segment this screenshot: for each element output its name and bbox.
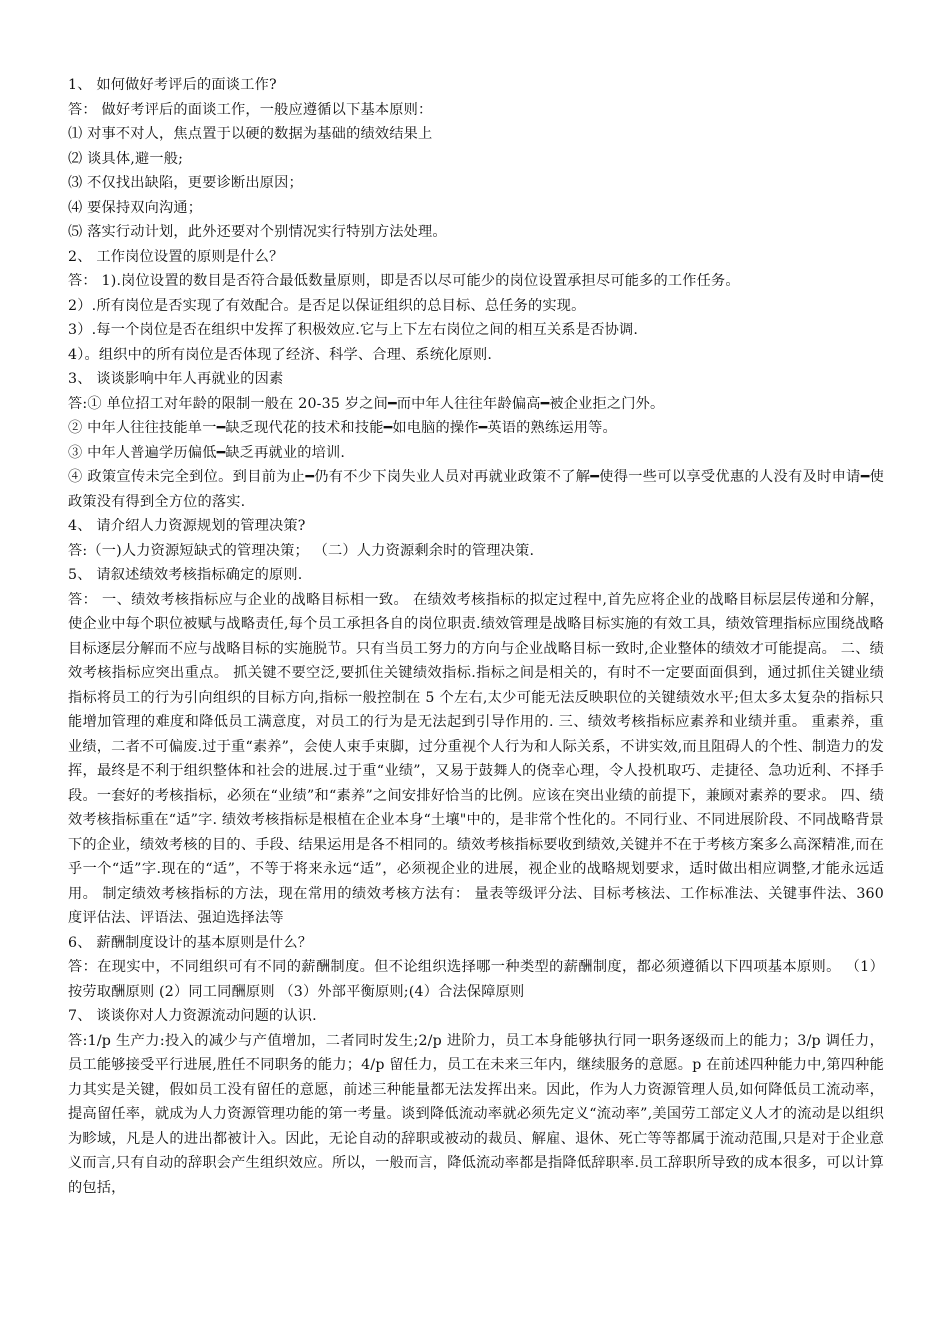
q1-point-5: ⑸ 落实行动计划，此外还要对个别情况实行特别方法处理。 <box>68 224 447 240</box>
q2-answer-3: 3）.每一个岗位是否在组织中发挥了积极效应.它与上下左右岗位之间的相互关系是否协调. <box>68 322 639 338</box>
q2-heading: 2、 工作岗位设置的原则是什么？ <box>68 248 284 265</box>
q3-answer-4: ④ 政策宣传未完全到位。到目前为止━仍有不少下岗失业人员对再就业政策不了解━使得一些可以享受优惠的人没有及时申请━使政策没有得到全方位的落实. <box>68 469 884 510</box>
q6-heading: 6、 薪酬制度设计的基本原则是什么？ <box>68 934 313 951</box>
q4-heading: 4、 请介绍人力资源规划的管理决策? <box>68 518 306 534</box>
q2-answer-1: 答： 1).岗位设置的数目是否符合最低数量原则，即是否以尽可能少的岗位设置承担尽可能多的工作任务。 <box>68 273 740 289</box>
q6-answer: 答：在现实中，不同组织可有不同的薪酬制度。但不论组织选择哪一种类型的薪酬制度，都必须遵循以下四项基本原则。 （1）按劳取酬原则 (2）同工同酬原则 （3）外部平衡原则;(4）合法保障原则 <box>68 959 884 1000</box>
q1-answer-intro: 答： 做好考评后的面谈工作，一般应遵循以下基本原则： <box>68 101 433 118</box>
q3-answer-1: 答:① 单位招工对年龄的限制一般在 20-35 岁之间━而中年人往往年龄偏高━被企业拒之门外。 <box>68 395 665 412</box>
q7-heading: 7、 谈谈你对人力资源流动问题的认识. <box>68 1008 317 1024</box>
q3-heading: 3、 谈谈影响中年人再就业的因素 <box>68 371 284 387</box>
q3-answer-3: ③ 中年人普遍学历偏低━缺乏再就业的培训. <box>68 444 346 461</box>
q2-answer-4: 4）。组织中的所有岗位是否体现了经济、科学、合理、系统化原则. <box>68 346 493 363</box>
q1-point-4: ⑷ 要保持双向沟通； <box>68 199 203 216</box>
document-page <box>68 73 884 1200</box>
q3-answer-2: ② 中年人往往技能单一━缺乏现代花的技术和技能━如电脑的操作━英语的熟练运用等。 <box>68 420 617 436</box>
q5-heading: 5、 请叙述绩效考核指标确定的原则. <box>68 567 303 583</box>
q2-answer-2: 2）.所有岗位是否实现了有效配合。是否足以保证组织的总目标、总任务的实现。 <box>68 297 586 314</box>
q7-answer: 答:1/p 生产力:投入的减少与产值增加，二者同时发生;2/p 进阶力，员工本身能够执行同一职务逐级而上的能力；3/p 调任力，员工能够接受平行进展,胜任不同职务的能力；4/p 留任力，员工在未来三年内，继续服务的意愿。p 在前述四种能力中,第四种能力其实是关键，假如员工没有留任的意愿，前述三种能量都无法发挥出来。因此，作为人力资源管理人员,如何降低员工流动率，提高留任率，就成为人力资源管理功能的第一考量。谈到降低流动率就必须先定义“流动率”,美国劳工部定义人才的流动是以组织为畛域，凡是人的进出都被计入。因此，无论自动的辞职或被动的裁员、解雇、退休、死亡等等都属于流动范围,只是对于企业意义而言,只有自动的辞职会产生组织效应。所以，一般而言，降低流动率都是指降低辞职率.员工辞职所导致的成本很多，可以计算的包括， <box>68 1032 884 1196</box>
q1-point-3: ⑶ 不仅找出缺陷，更要诊断出原因； <box>68 175 303 191</box>
q5-answer: 答： 一、绩效考核指标应与企业的战略目标相一致。 在绩效考核指标的拟定过程中,首先应将企业的战略目标层层传递和分解，使企业中每个职位被赋与战略责任,每个员工承担各自的岗位职责.绩效管理是战略目标实施的有效工具，绩效管理指标应围绕战略目标逐层分解而不应与战略目标的实施脱节。只有当员工努力的方向与企业战略目标一致时,企业整体的绩效才可能提高。 二、绩效考核指标应突出重点。 抓关键不要空泛,要抓住关键绩效指标.指标之间是相关的，有时不一定要面面俱到，通过抓住关键业绩指标将员工的行为引向组织的目标方向,指标一般控制在 5 个左右,太少可能无法反映职位的关键绩效水平;但太多太复杂的指标只能增加管理的难度和降低员工满意度，对员工的行为是无法起到引导作用的. 三、绩效考核指标应素养和业绩并重。 重素养，重业绩，二者不可偏废.过于重“素养”，会使人束手束脚，过分重视个人行为和人际关系，不讲实效,而且阻碍人的个性、制造力的发挥，最终是不利于组织整体和社会的进展.过于重“业绩”，又易于鼓舞人的侥幸心理，令人投机取巧、走捷径、急功近利、不择手段。一套好的考核指标，必须在“业绩”和“素养”之间安排好恰当的比例。应该在突出业绩的前提下，兼顾对素养的要求。 四、绩效考核指标重在“适”字. 绩效考核指标是根植在企业本身“土壤"中的，是非常个性化的。不同行业、不同进展阶段、不同战略背景下的企业，绩效考核的目的、手段、结果运用是各不相同的。绩效考核指标要收到绩效,关键并不在于考核方案多么高深精准,而在乎一个“适”字.现在的“适”，不等于将来永远“适”，必须视企业的进展，视企业的战略规划要求，适时做出相应调整,才能永远适用。 制定绩效考核指标的方法，现在常用的绩效考核方法有： 量表等级评分法、目标考核法、工作标准法、关键事件法、360 度评估法、评语法、强迫选择法等 <box>68 591 884 926</box>
q1-point-1: ⑴ 对事不对人，焦点置于以硬的数据为基础的绩效结果上 <box>68 126 433 142</box>
q4-answer: 答:（一)人力资源短缺式的管理决策； （二）人力资源剩余时的管理决策. <box>68 542 535 559</box>
q1-point-2: ⑵ 谈具体,避一般; <box>68 150 184 167</box>
q1-heading: 1、 如何做好考评后的面谈工作? <box>68 77 277 93</box>
